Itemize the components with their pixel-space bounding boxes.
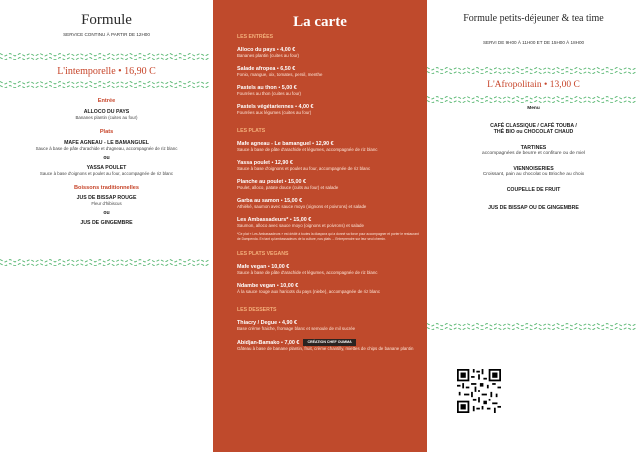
menu-item: Garba au samon • 15,00 € (237, 197, 303, 204)
item-description: Croissant, pain au chocolat ou Brioche au choix (482, 172, 585, 177)
formule-content (0, 98, 213, 226)
item-description: Sauce à base d'oignons et poulet au four, accompagnée de riz blanc (237, 165, 371, 171)
right-panel (427, 0, 640, 452)
zigzag-line (0, 86, 210, 89)
zigzag-line (0, 260, 210, 263)
menu-item: JUS DE BISSAP OU DE GINGEMBRE (488, 205, 579, 211)
item-price: 7,00 € (284, 339, 300, 346)
menu-heading: Menu (527, 106, 540, 111)
menu-item: Abidjan-Bamako • 7,00 € CRÉATION CHEF OUMMA (237, 339, 419, 346)
carte-content (237, 26, 419, 352)
section-heading: Entrée (97, 98, 116, 104)
item-name: Pastels végétariennes (237, 103, 294, 110)
item-price: 4,00 € (280, 47, 296, 53)
menu-item: Salade afropea • 6,50 € (237, 65, 296, 72)
breakfast-price: L'Afropolitain • 13,00 C (487, 80, 580, 90)
zigzag-line (427, 324, 637, 327)
menu-item: YASSA POULET (86, 165, 127, 171)
dish-footnote: *Ce plat « Les Ambassadeurs » est dédié à toutes la diaspora qui a donné sa force pour accompagner et porter le restaurant de Dampenda. En tant qu'ambassadeurs de la culture, nos plats ... Entreprendre sur leur seul chemin. (237, 232, 419, 241)
item-description: À la sauce rouge aux haricots du pays (niebe), accompagnée de riz blanc (237, 288, 381, 294)
item-description: Sauce à base d'oignons et poulet au four, accompagnée de riz blanc (39, 171, 174, 176)
menu-item: MAFE AGNEAU - LE BAMANGUEL (64, 140, 149, 146)
menu-item: Mafe vegan • 10,00 € (237, 264, 290, 270)
item-description: Saumon, alloco avec sauce moyo (oignons et poivrons) et salade (237, 222, 364, 228)
section-heading: LES PLATS VEGANS (237, 251, 289, 257)
zigzag-line (427, 101, 637, 104)
item-name: Pastels au thon (237, 84, 277, 91)
or-separator: ou (103, 155, 110, 161)
item-name: Les Ambassadeurs* (237, 216, 289, 223)
zigzag-divider (0, 258, 213, 266)
section-heading: LES PLATS (237, 127, 266, 134)
chef-creation-badge: CRÉATION CHEF OUMMA (303, 339, 355, 346)
item-price: 12,90 € (274, 159, 293, 166)
item-name: Alloco du pays (237, 47, 276, 53)
menu-item: TARTINES (520, 145, 547, 151)
breakfast-subtitle: SERVI DE 9H00 À 11H00 ET DE 15H00 À 18H00 (482, 40, 585, 45)
item-name: Abidjan-Bamako (237, 339, 280, 346)
item-name: Thiacry / Degue (237, 319, 278, 326)
menu-item: Pastels au thon • 5,00 € (237, 84, 297, 91)
or-separator: ou (103, 210, 110, 216)
item-price: 10,00 € (271, 264, 290, 270)
menu-item: CAFÉ CLASSIQUE / CAFÉ TOUBA / (490, 123, 577, 129)
menu-item: Pastels végétariennes • 4,00 € (237, 103, 314, 110)
zigzag-line (0, 58, 210, 61)
item-name: Ndambe vegan (237, 282, 276, 289)
zigzag-line (427, 328, 637, 331)
item-name: Yassa poulet (237, 159, 270, 166)
item-name: Planche au poulet (237, 178, 284, 185)
item-price: 15,00 € (288, 178, 307, 185)
carte-title: La carte (293, 14, 347, 30)
menu-item: Ndambe vegan • 10,00 € (237, 282, 299, 289)
item-description: Gâteau à base de banane plantin, fruit, crème chantilly, miettes de chips de banane plantin (237, 345, 414, 351)
zigzag-divider (427, 66, 640, 74)
zigzag-divider (0, 80, 213, 88)
item-description: Sauce à base de pâte d'arachide et légumes, accompagnée de riz blanc (237, 270, 378, 275)
section-heading: LES DESSERTS (237, 306, 277, 313)
menu-item: Planche au poulet • 15,00 € (237, 178, 307, 185)
item-description: Bananes plantin (cuites au four) (75, 115, 138, 120)
section-heading: LES ENTRÉES (237, 34, 274, 40)
breakfast-title: Formule petits-déjeuner & tea time (463, 13, 604, 24)
menu-item: JUS DE BISSAP ROUGE (76, 195, 137, 201)
menu-item: Les Ambassadeurs* • 15,00 € (237, 216, 312, 223)
item-description: Poulet, alloco, patate douce (cuits au four) et salade (237, 184, 339, 190)
menu-item: VIENNOISERIES (513, 166, 554, 172)
zigzag-line (427, 68, 637, 71)
item-price: 15,00 € (284, 197, 303, 204)
item-price: 10,00 € (280, 282, 299, 289)
item-description: Bananes plantin (cuites au four) (237, 53, 299, 58)
item-name: Mafe agneau - Le bamanguel (237, 140, 311, 147)
qr-code[interactable] (457, 369, 501, 413)
breakfast-content (427, 106, 640, 211)
item-price: 4,90 € (282, 319, 298, 326)
item-description: Athiéké, saumon avec sauce moyo (oignons et poivrons) et salade (237, 203, 367, 209)
zigzag-line (0, 264, 210, 267)
left-panel (0, 0, 213, 452)
section-heading: Plats (99, 129, 114, 135)
item-description: Fourrées aux légumes (cuites au four) (237, 109, 312, 115)
menu-item: JUS DE GINGEMBRE (80, 220, 133, 226)
item-name: Mafe vegan (237, 264, 267, 270)
item-description: Sauce à base de pâte d'arachide et légumes, accompagnée de riz blanc (237, 146, 378, 152)
item-description: Sauce à base de pâte d'arachide et d'agneau, accompagnée de riz blanc (35, 146, 178, 151)
menu-item: THÉ BIO ou CHOCOLAT CHAUD (493, 129, 574, 135)
item-price: 4,00 € (298, 103, 314, 110)
menu-item: Thiacry / Degue • 4,90 € (237, 319, 298, 326)
item-description: Base crème fraiche, fromage blanc et semoule de mil sucrée (237, 325, 356, 331)
menu-item: Alloco du pays • 4,00 € (237, 47, 296, 53)
menu-item: Mafe agneau - Le bamanguel • 12,90 € (237, 140, 334, 147)
item-price: 12,90 € (315, 140, 334, 147)
section-heading: Boissons traditionnelles (74, 185, 139, 191)
item-price: 15,00 € (293, 216, 312, 223)
zigzag-line (0, 82, 210, 85)
zigzag-line (427, 97, 637, 100)
item-price: 5,00 € (281, 84, 297, 91)
item-name: Salade afropea (237, 65, 276, 72)
zigzag-divider (0, 52, 213, 60)
zigzag-divider (427, 322, 640, 330)
zigzag-divider (427, 95, 640, 103)
menu-item: COUPELLE DE FRUIT (506, 187, 561, 193)
zigzag-line (427, 72, 637, 75)
formule-subtitle: SERVICE CONTINU À PARTIR DE 12H00 (63, 32, 150, 37)
menu-item: ALLOCO DU PAYS (83, 109, 130, 115)
formule-price: L'intemporelle • 16,90 C (57, 66, 156, 77)
item-name: Garba au samon (237, 197, 280, 204)
zigzag-line (0, 54, 210, 57)
formule-title: Formule (81, 12, 132, 28)
item-price: 6,50 € (280, 65, 296, 72)
carte-panel (213, 0, 427, 452)
item-description: Fourrées au thon (cuites au four) (237, 90, 301, 96)
menu-item: Yassa poulet • 12,90 € (237, 159, 293, 166)
item-description: Fonio, mangue, oix, tomates, persil, menthe (237, 71, 323, 77)
item-description: accompagnées de beurre et confiture ou de miel (482, 151, 585, 156)
item-description: Fleur d'hibiscus (91, 201, 122, 206)
